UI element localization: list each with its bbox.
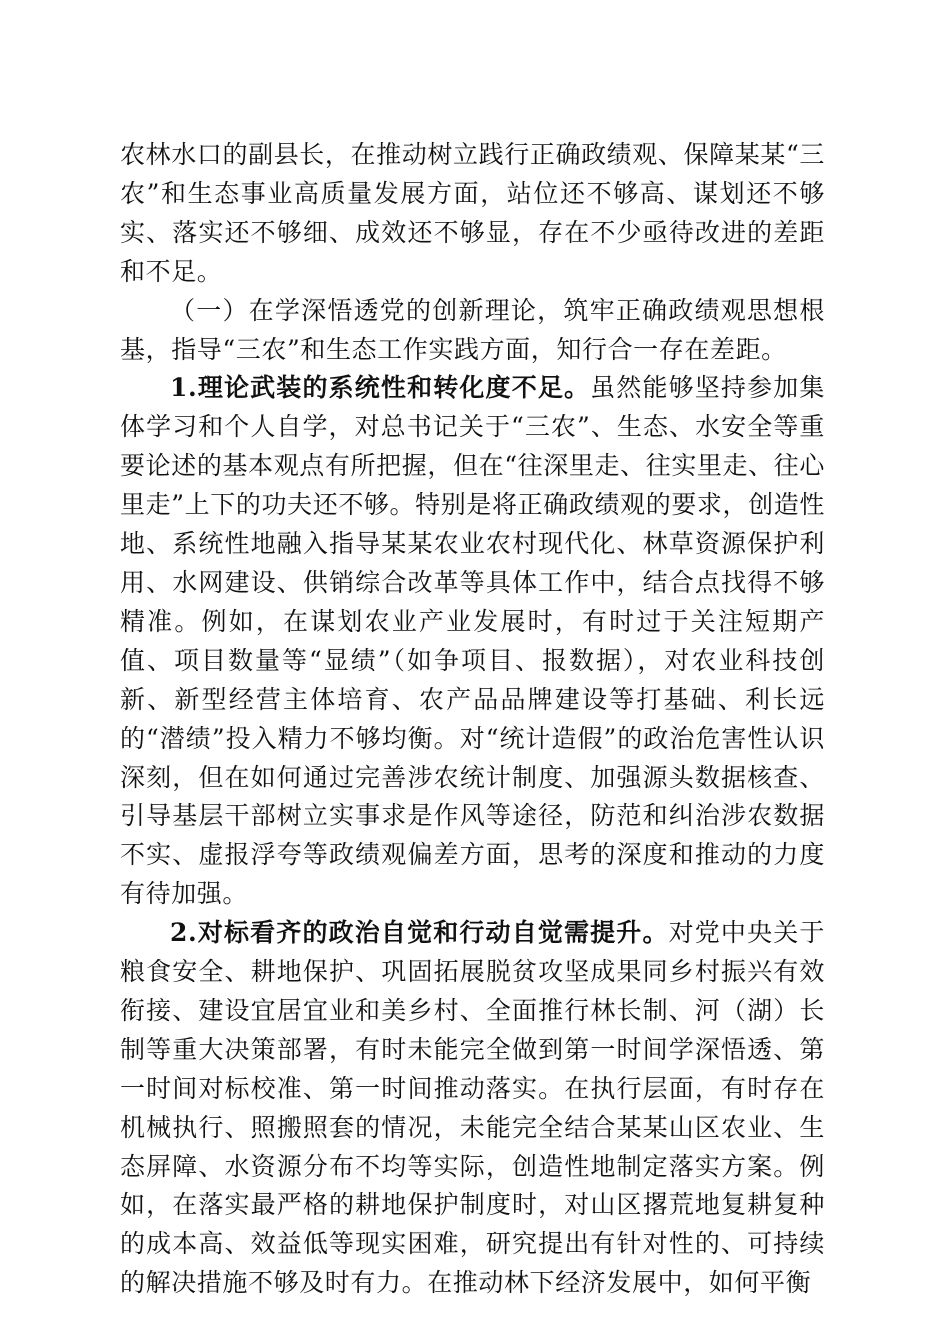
paragraph-item-1 [120, 369, 825, 914]
document-body [120, 136, 825, 1303]
paragraph-text: 农林水口的副县长，在推动树立践行正确政绩观、保障某某“三农”和生态事业高质量发展方面，站位还不够高、谋划还不够实、落实还不够细、成效还不够显，存在不少亟待改进的差距和不足。 [120, 140, 825, 286]
item-heading: 1.理论武装的系统性和转化度不足。 [170, 373, 591, 403]
paragraph-text: 虽然能够坚持参加集体学习和个人自学，对总书记关于“三农”、生态、水安全等重要论述的基本观点有所把握，但在“往深里走、往实里走、往心里走”上下的功夫还不够。特别是将正确政绩观的要求，创造性地、系统性地融入指导某某农业农村现代化、林草资源保护利用、水网建设、供销综合改革等具体工作中，结合点找得不够精准。例如，在谋划农业产业发展时，有时过于关注短期产值、项目数量等“显绩”（如争项目、报数据），对农业科技创新、新型经营主体培育、农产品品牌建设等打基础、利长远的“潜绩”投入精力不够均衡。对“统计造假”的政治危害性认识深刻，但在如何通过完善涉农统计制度、加强源头数据核查、引导基层干部树立实事求是作风等途径，防范和纠治涉农数据不实、虚报浮夸等政绩观偏差方面，思考的深度和推动的力度有待加强。 [120, 373, 825, 909]
paragraph-item-2 [120, 914, 825, 1303]
section-heading-1 [120, 292, 825, 370]
item-heading: 2.对标看齐的政治自觉和行动自觉需提升。 [170, 918, 669, 948]
section-heading-text: （一）在学深悟透党的创新理论，筑牢正确政绩观思想根基，指导“三农”和生态工作实践方面，知行合一存在差距。 [120, 295, 825, 364]
paragraph-continuation [120, 136, 825, 292]
paragraph-text: 对党中央关于粮食安全、耕地保护、巩固拓展脱贫攻坚成果同乡村振兴有效衔接、建设宜居宜业和美乡村、全面推行林长制、河（湖）长制等重大决策部署，有时未能完全做到第一时间学深悟透、第一时间对标校准、第一时间推动落实。在执行层面，有时存在机械执行、照搬照套的情况，未能完全结合某某山区农业、生态屏障、水资源分布不均等实际，创造性地制定落实方案。例如，在落实最严格的耕地保护制度时，对山区撂荒地复耕复种的成本高、效益低等现实困难，研究提出有针对性的、可持续的解决措施不够及时有力。在推动林下经济发展中，如何平衡 [120, 918, 825, 1298]
